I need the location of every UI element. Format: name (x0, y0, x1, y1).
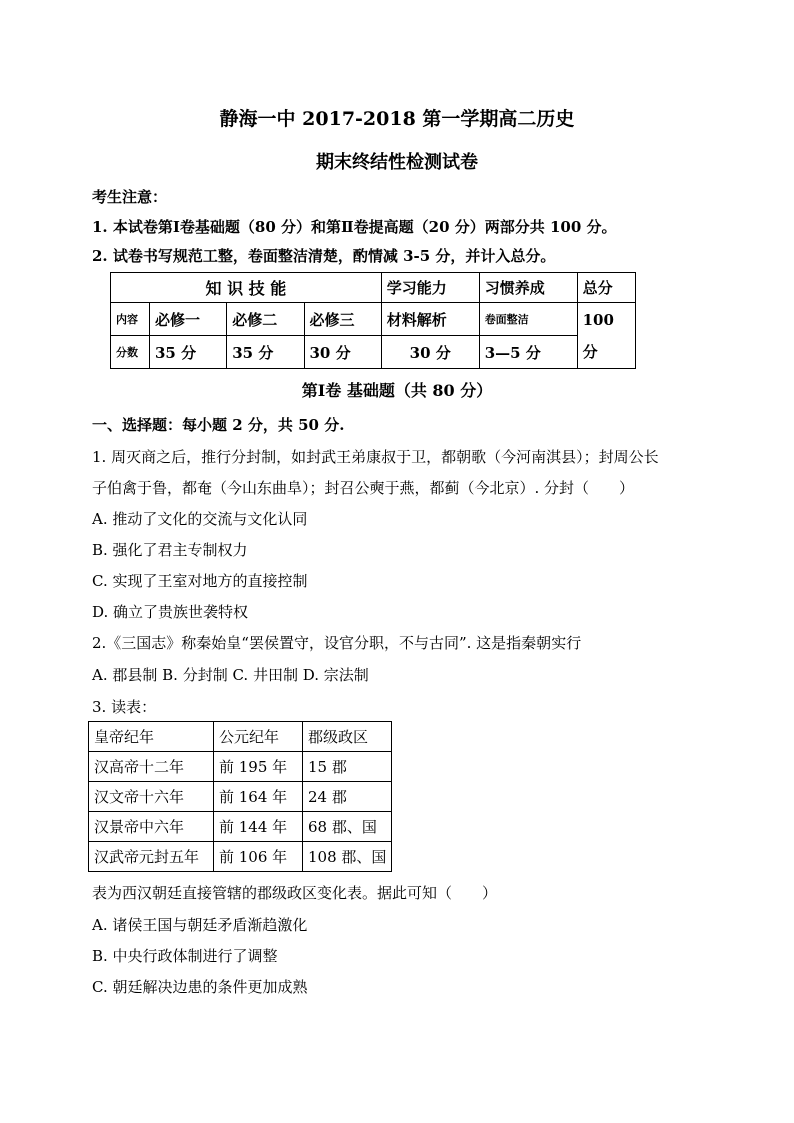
content-c4: 材料解析 (381, 303, 479, 336)
content-c3: 必修三 (304, 303, 381, 336)
table-row (89, 782, 392, 812)
q3-cell: 68 郡、国 (303, 812, 392, 842)
content-c5: 卷面整洁 (479, 303, 577, 336)
content-label: 内容 (111, 303, 150, 336)
page-subtitle: 期末终结性检测试卷 (316, 152, 478, 173)
content-c2: 必修二 (227, 303, 304, 336)
score-c4: 30 分 (381, 336, 479, 369)
q3-cell: 汉景帝中六年 (89, 812, 214, 842)
notice-heading: 考生注意： (92, 188, 168, 206)
q1-stem-2: 子伯禽于鲁，都奄（今山东曲阜）；封召公奭于燕，都蓟（今北京）. 分封（ ） (92, 479, 635, 497)
table-row (89, 752, 392, 782)
q3-cell: 108 郡、国 (303, 842, 392, 872)
table-row (89, 842, 392, 872)
q3-cell: 前 106 年 (214, 842, 303, 872)
score-c1: 35 分 (150, 336, 227, 369)
q3-cell: 前 144 年 (214, 812, 303, 842)
score-table (110, 272, 636, 369)
q1-option-a: A. 推动了文化的交流与文化认同 (92, 510, 308, 528)
q3-cell: 汉文帝十六年 (89, 782, 214, 812)
q3-cell: 15 郡 (303, 752, 392, 782)
notice-item-1: 1. 本试卷第Ⅰ卷基础题（80 分）和第Ⅱ卷提高题（20 分）两部分共 100 分。 (92, 218, 617, 236)
q2-stem: 2.《三国志》称秦始皇“罢侯置守，设官分职，不与古同”. 这是指秦朝实行 (92, 634, 582, 652)
q1-stem-1: 1. 周灭商之后，推行分封制，如封武王弟康叔于卫，都朝歌（今河南淇县）；封周公长 (92, 448, 659, 466)
q1-option-d: D. 确立了贵族世袭特权 (92, 603, 249, 621)
header-total: 总分 (577, 273, 635, 303)
q3-cell: 24 郡 (303, 782, 392, 812)
content-c1: 必修一 (150, 303, 227, 336)
q3-header-cell: 郡级政区 (303, 722, 392, 752)
score-c2: 35 分 (227, 336, 304, 369)
q3-cell: 汉高帝十二年 (89, 752, 214, 782)
q3-stem: 3. 读表： (92, 698, 157, 716)
q3-header-cell: 公元纪年 (214, 722, 303, 752)
table-row (89, 812, 392, 842)
q1-option-b: B. 强化了君主专制权力 (92, 541, 248, 559)
q3-option-a: A. 诸侯王国与朝廷矛盾渐趋激化 (92, 916, 308, 934)
q3-cell: 汉武帝元封五年 (89, 842, 214, 872)
q3-cell: 前 195 年 (214, 752, 303, 782)
total-cell (577, 303, 635, 369)
q3-cell: 前 164 年 (214, 782, 303, 812)
notice-item-2: 2. 试卷书写规范工整，卷面整洁清楚，酌情减 3-5 分，并计入总分。 (92, 247, 556, 265)
score-c3: 30 分 (304, 336, 381, 369)
q3-table (88, 721, 392, 872)
page-title: 静海一中 2017-2018 第一学期高二历史 (219, 108, 575, 130)
q3-after: 表为西汉朝廷直接管辖的郡级政区变化表。据此可知（ ） (92, 884, 498, 902)
score-c5: 3—5 分 (479, 336, 577, 369)
q3-option-b: B. 中央行政体制进行了调整 (92, 947, 278, 965)
total-value: 100 (582, 310, 614, 329)
header-ability: 学习能力 (381, 273, 479, 303)
q3-header-cell: 皇帝纪年 (89, 722, 214, 752)
part-heading: 一、选择题：每小题 2 分，共 50 分. (92, 416, 345, 434)
q1-option-c: C. 实现了王室对地方的直接控制 (92, 572, 308, 590)
score-label: 分数 (111, 336, 150, 369)
section-title: 第Ⅰ卷 基础题（共 80 分） (301, 381, 493, 400)
header-knowledge: 知 识 技 能 (111, 273, 382, 303)
q2-options: A. 郡县制 B. 分封制 C. 井田制 D. 宗法制 (92, 666, 369, 684)
total-unit: 分 (582, 342, 598, 361)
q3-option-c: C. 朝廷解决边患的条件更加成熟 (92, 978, 308, 996)
header-habit: 习惯养成 (479, 273, 577, 303)
